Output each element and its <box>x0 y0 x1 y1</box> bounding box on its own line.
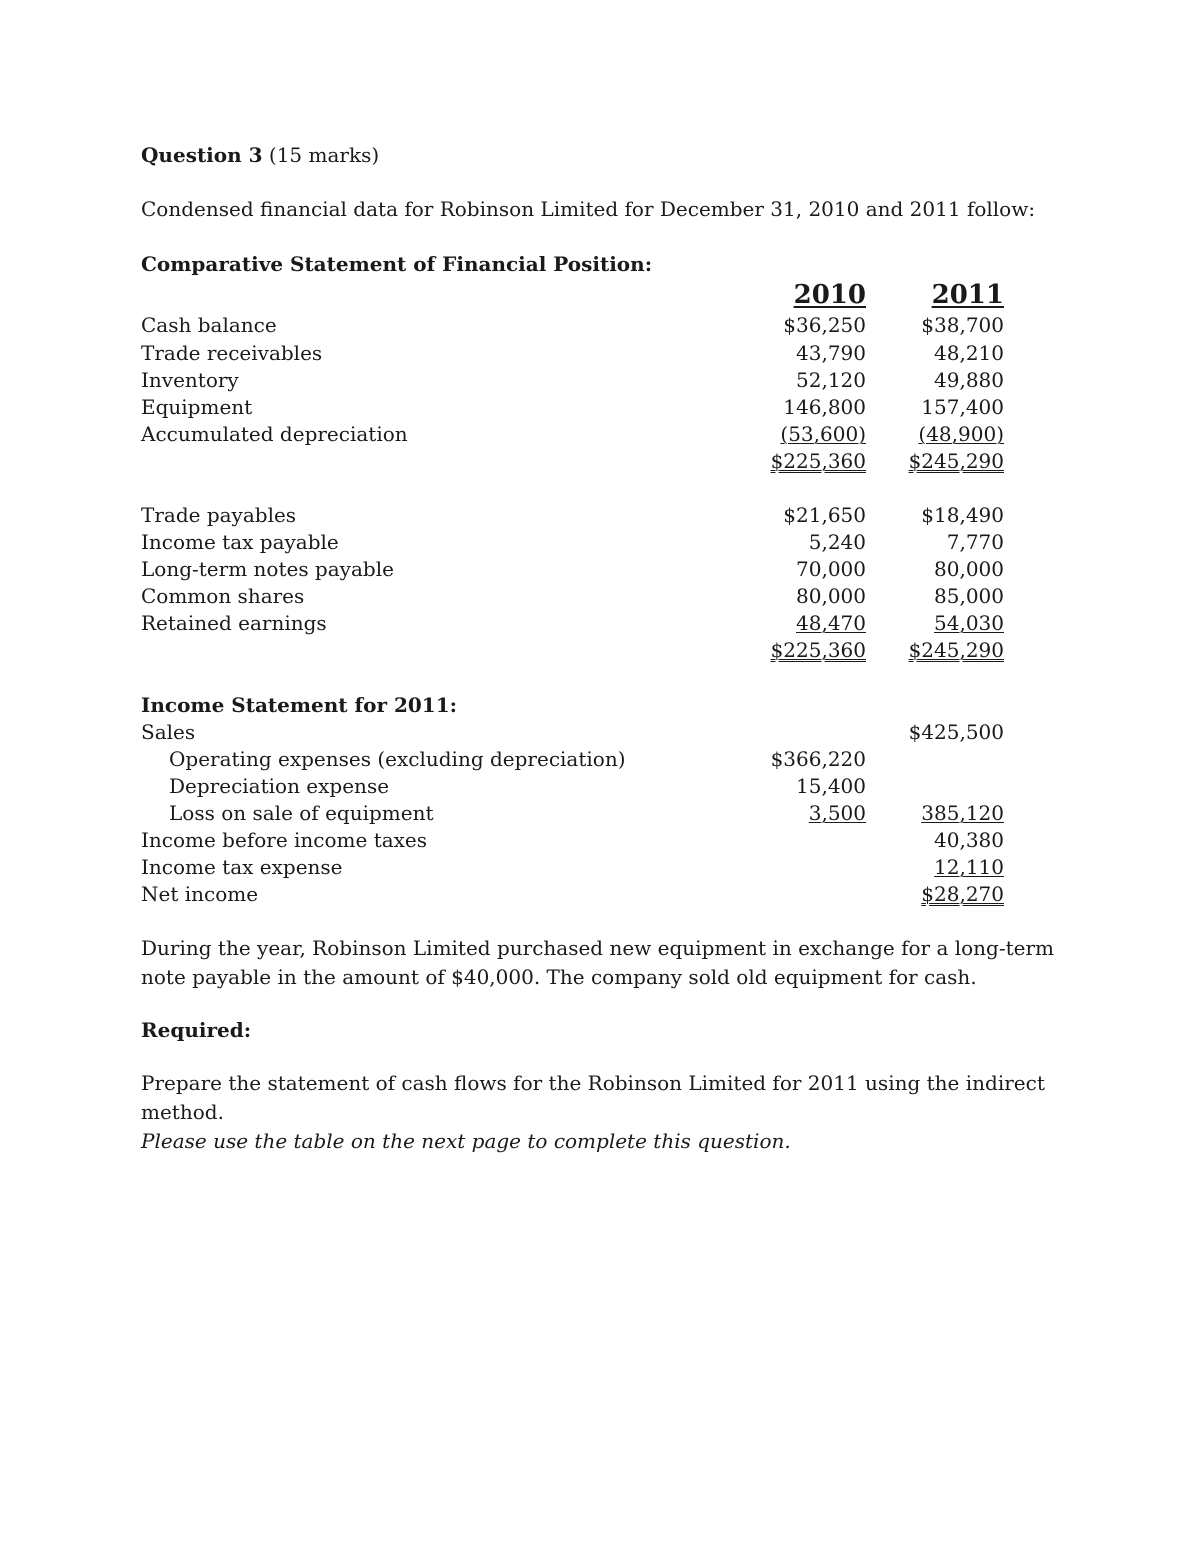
asset-value-2011: 157,400 <box>921 395 1004 419</box>
sales-value: $425,500 <box>908 720 1004 744</box>
liabilities-total-2011: $245,290 <box>908 638 1004 662</box>
asset-value-2011: (48,900) <box>918 422 1004 446</box>
asset-value-2010: 52,120 <box>796 368 866 392</box>
liability-value-2010: $21,650 <box>783 503 866 527</box>
expense-value: $366,220 <box>770 747 866 771</box>
liability-label: Common shares <box>141 584 305 608</box>
col-header-2011: 2011 <box>931 280 1004 310</box>
liability-label: Retained earnings <box>141 611 327 635</box>
liability-value-2011: 54,030 <box>934 611 1004 635</box>
sfp-title: Comparative Statement of Financial Position: <box>141 252 653 276</box>
expenses-total: 385,120 <box>921 801 1004 825</box>
income-before-tax-label: Income before income taxes <box>141 828 428 852</box>
net-income-label: Net income <box>141 882 259 906</box>
liability-label: Long-term notes payable <box>141 557 394 581</box>
note-paragraph: During the year, Robinson Limited purchased new equipment in exchange for a long-term note payable in the amount of $40,000. The company sold old equipment for cash. <box>141 936 1055 989</box>
asset-label: Cash balance <box>141 313 277 337</box>
asset-value-2010: 43,790 <box>796 341 866 365</box>
sales-label: Sales <box>141 720 196 744</box>
liability-label: Trade payables <box>141 503 297 527</box>
expense-label: Operating expenses (excluding depreciation) <box>169 747 626 771</box>
asset-label: Inventory <box>141 368 239 392</box>
asset-value-2011: 48,210 <box>934 341 1004 365</box>
assets-total-2011: $245,290 <box>908 449 1004 473</box>
liability-value-2010: 70,000 <box>796 557 866 581</box>
liability-value-2011: 80,000 <box>934 557 1004 581</box>
liability-value-2010: 48,470 <box>796 611 866 635</box>
asset-value-2010: $36,250 <box>783 313 866 337</box>
asset-label: Trade receivables <box>141 341 323 365</box>
asset-value-2011: 49,880 <box>934 368 1004 392</box>
liability-label: Income tax payable <box>141 530 339 554</box>
liabilities-total-2010: $225,360 <box>770 638 866 662</box>
question-label: Question 3 <box>141 143 263 167</box>
required-text: Prepare the statement of cash flows for the Robinson Limited for 2011 using the indirect method. <box>141 1071 1045 1124</box>
asset-label: Equipment <box>141 395 253 419</box>
asset-value-2010: 146,800 <box>783 395 866 419</box>
liability-value-2011: 85,000 <box>934 584 1004 608</box>
question-heading <box>141 142 379 169</box>
col-header-2010: 2010 <box>793 280 866 310</box>
liability-value-2011: 7,770 <box>946 530 1004 554</box>
expense-value: 3,500 <box>808 801 866 825</box>
liability-value-2011: $18,490 <box>921 503 1004 527</box>
asset-value-2010: (53,600) <box>780 422 866 446</box>
net-income-value: $28,270 <box>921 882 1004 906</box>
liability-value-2010: 5,240 <box>808 530 866 554</box>
question-marks: (15 marks) <box>268 143 380 167</box>
tax-value: 12,110 <box>934 855 1004 879</box>
asset-label: Accumulated depreciation <box>141 422 408 446</box>
intro-text: Condensed financial data for Robinson Limited for December 31, 2010 and 2011 follow: <box>141 197 1036 221</box>
required-heading: Required: <box>141 1018 252 1042</box>
asset-value-2011: $38,700 <box>921 313 1004 337</box>
required-instruction: Please use the table on the next page to complete this question. <box>141 1129 791 1153</box>
expense-label: Loss on sale of equipment <box>169 801 434 825</box>
required-paragraph <box>141 1069 1071 1156</box>
expense-value: 15,400 <box>796 774 866 798</box>
expense-label: Depreciation expense <box>169 774 390 798</box>
income-before-tax-value: 40,380 <box>934 828 1004 852</box>
income-title: Income Statement for 2011: <box>141 693 457 717</box>
assets-total-2010: $225,360 <box>770 449 866 473</box>
liability-value-2010: 80,000 <box>796 584 866 608</box>
tax-label: Income tax expense <box>141 855 343 879</box>
